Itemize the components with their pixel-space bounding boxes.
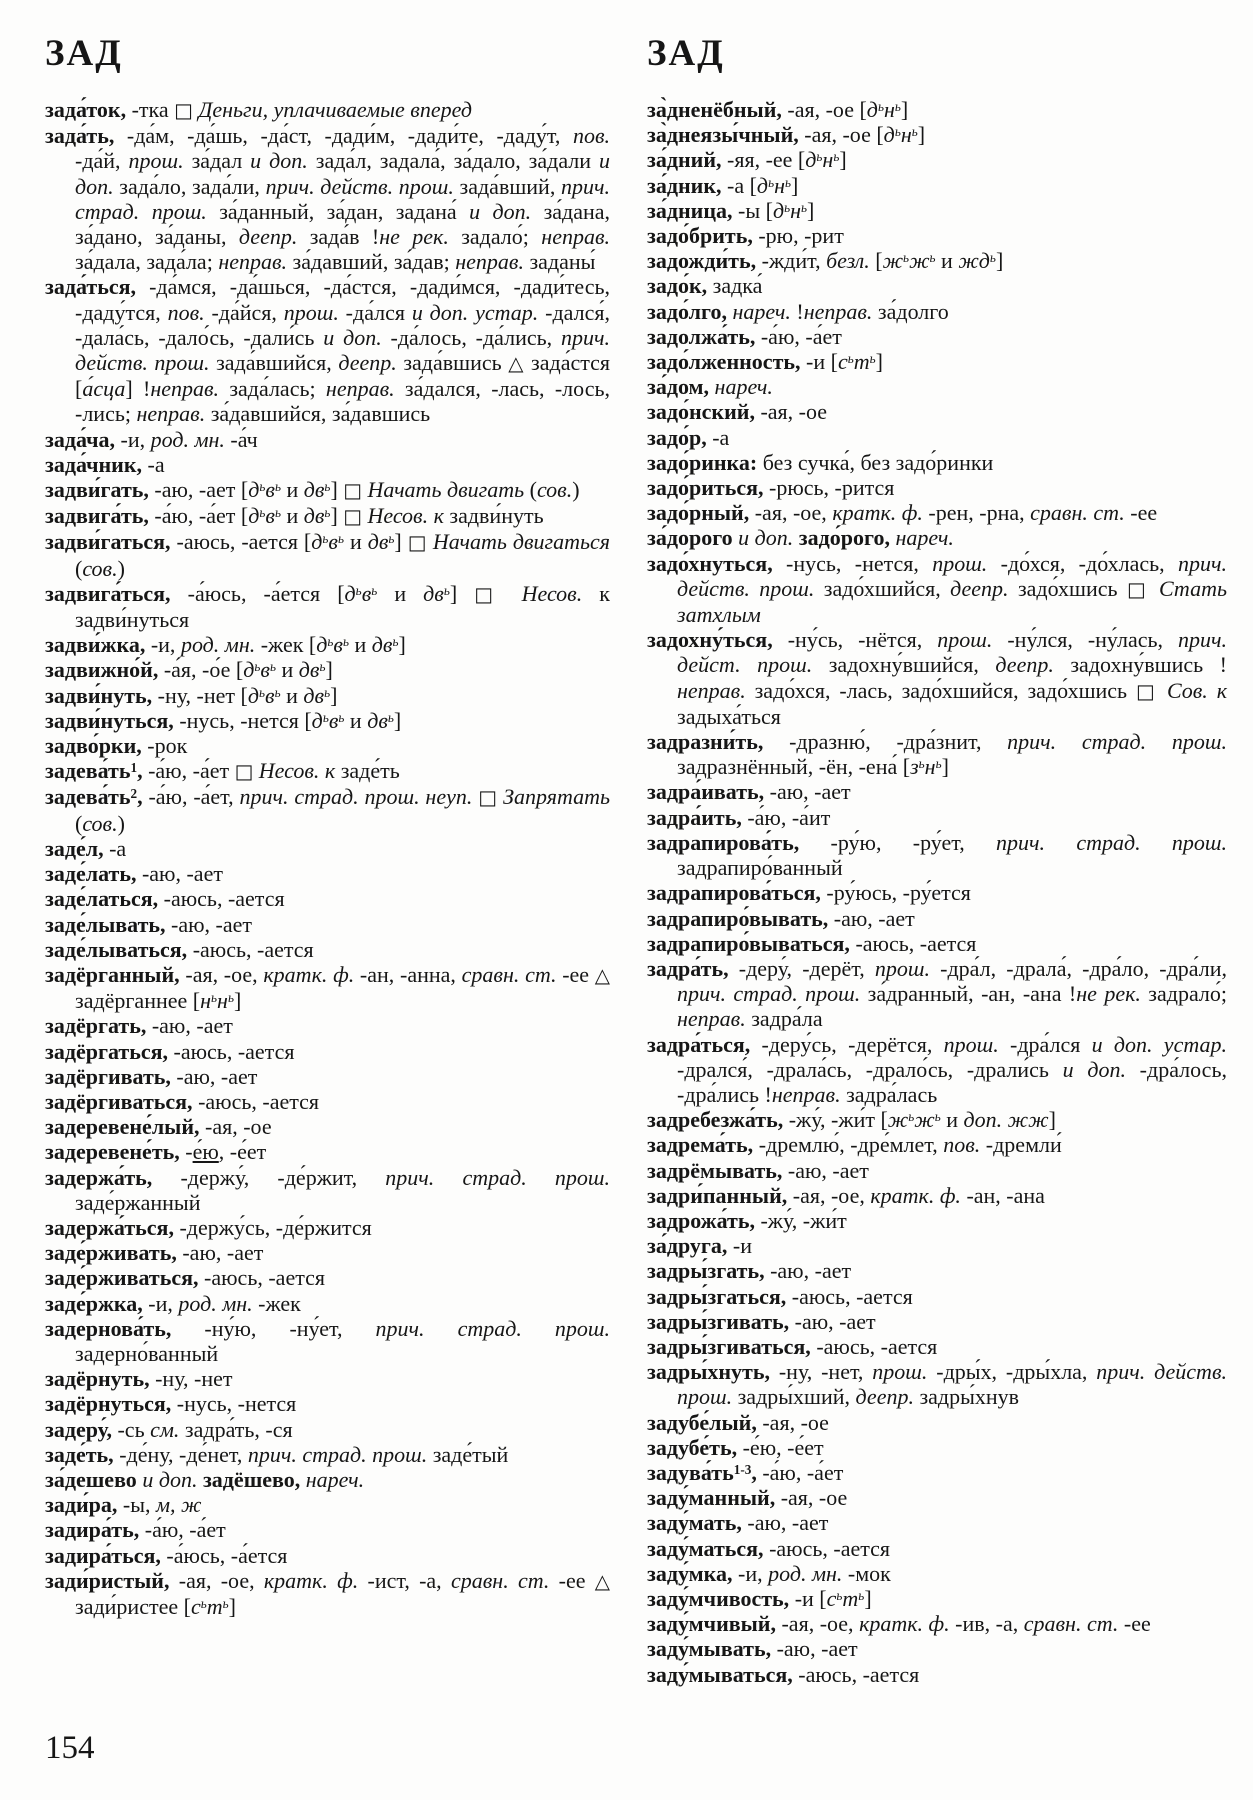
dictionary-entry: задрапирова́ть, -ру́ю, -ру́ет, прич. страд. прош. задрапиро́ванный — [647, 829, 1227, 881]
dictionary-entry: задо́хнуться, -нусь, -нется, прош. -до́хся, -до́хлась, прич. действ. прош. задо́хшийся, деепр. задо́хшись □ Стать затхлым — [647, 550, 1228, 628]
dictionary-entry: за́дница, -ы $[д^ьн^ь]$ — [647, 197, 815, 223]
dictionary-entry: задви́жка, -и, род. мн. -жек [$д^ьв^ь$ и $дв^ь$] — [45, 632, 406, 658]
dictionary-entry: $задува́ть^{1-3}$, -а́ю, -а́ет — [647, 1459, 844, 1485]
dictionary-entry: заде́ржка, -и, род. мн. -жек — [45, 1290, 301, 1316]
dictionary-entry: задвига́ть, -а́ю, -а́ет [$д^ьв^ь$ и $дв^ь$] □ Несов. к задви́нуть — [45, 503, 544, 529]
dictionary-entry: задви́гаться, -аюсь, -ается [$д^ьв^ь$ и $дв^ь$] □ Начать двигаться (сов.) — [45, 529, 611, 581]
dictionary-entry: задвига́ться, -а́юсь, -а́ется [$д^ьв^ь$ и $дв^ь$] □ Несов. к задви́нуться — [45, 580, 610, 633]
dictionary-entry: заду́маться, -аюсь, -ается — [647, 1535, 891, 1561]
dictionary-entry: за̀днеязы́чный, -ая, -ое $[д^ьн^ь]$ — [647, 122, 926, 148]
dictionary-entry: задёрнуться, -нусь, -нется — [45, 1391, 297, 1417]
dictionary-entry: задви́нуть, -ну, -нет [$д^ьв^ь$ и $дв^ь$] — [45, 682, 338, 708]
dictionary-entry: зада́ть, -да́м, -да́шь, -да́ст, -дади́м, -дади́те, -даду́т, пов. -да́й, прош. за́дал и доп. зада́л, задала́, за́дало, за́дали и доп. зада́ло, зада́ли, прич. действ. прош. зада́вший, прич. страд. прош. за́данный, за́дан, задана́ и доп. за́дана, за́дано, за́даны, деепр. зада́в !не рек. задало́; неправ. за́дала, зада́ла; неправ. за́давший, за́дав; неправ. заданы́ — [45, 123, 611, 275]
dictionary-entry: задо́нский, -ая, -ое — [647, 399, 828, 425]
right-column-header: ЗАД — [647, 33, 725, 74]
dictionary-entry: за̀дненёбный, -ая, -ое $[д^ьн^ь]$ — [647, 97, 909, 122]
dictionary-entry: заде́латься, -аюсь, -ается — [45, 886, 285, 912]
dictionary-entry: зада́ча, -и, род. мн. -а́ч — [45, 426, 258, 452]
dictionary-entry: задо́брить, -рю, -рит — [647, 223, 844, 249]
dictionary-entry: заде́рживать, -аю, -ает — [45, 1240, 264, 1266]
dictionary-entry: задво́рки, -рок — [45, 733, 188, 759]
dictionary-entry: за́дник, -а $[д^ьн^ь]$ — [647, 172, 799, 198]
dictionary-entry: задо́лженность, -и $[с^ьт^ь]$ — [647, 349, 883, 375]
dictionary-entry: задры́згиваться, -аюсь, -ается — [647, 1333, 938, 1359]
dictionary-entry: за́дешево и доп. задёшево, нареч. — [45, 1466, 365, 1492]
dictionary-entry: за́дорого и доп. задо́рого, нареч. — [647, 525, 954, 551]
dictionary-entry: заду́мать, -аю, -ает — [647, 1510, 829, 1536]
dictionary-entry: заде́лать, -аю, -ает — [45, 861, 223, 887]
dictionary-entry: заде́рживаться, -аюсь, -ается — [45, 1265, 325, 1291]
dictionary-entry: задо́к, задка́ — [647, 273, 763, 299]
dictionary-entry: задра́ть, -деру́, -дерёт, прош. -дра́л, -драла́, -дра́ло, -дра́ли, прич. страд. прош. за́дранный, -ан, -ана !не рек. задрало́; неправ. задра́ла — [647, 955, 1227, 1032]
dictionary-entry: задержа́ться, -держу́сь, -де́ржится — [45, 1214, 372, 1240]
dictionary-entry: задра́ться, -деру́сь, -дерётся, прош. -дра́лся и доп. устар. -дрался́, -драла́сь, -драло́сь, -драли́сь и доп. -дра́лось, -дра́лись !неправ. задра́лась — [647, 1031, 1227, 1107]
dictionary-entry: заду́мчивость, -и $[с^ьт^ь]$ — [647, 1585, 872, 1611]
dictionary-entry: зада́чник, -а — [45, 451, 165, 477]
dictionary-entry: задвижно́й, -а́я, -о́е [$д^ьв^ь$ и $дв^ь$] — [45, 657, 333, 683]
dictionary-entry: задви́гать, -аю, -ает [$д^ьв^ь$ и $дв^ь$] □ Начать двигать (сов.) — [45, 477, 580, 503]
dictionary-entry: задира́ться, -а́юсь, -а́ется — [45, 1542, 288, 1568]
dictionary-entry: задра́ить, -а́ю, -а́ит — [647, 804, 831, 830]
left-column — [45, 32, 610, 1619]
dictionary-entry: заде́лываться, -аюсь, -ается — [45, 936, 314, 962]
dictionary-entry: задви́нуться, -нусь, -нется [$д^ьв^ь$ и $дв^ь$] — [45, 707, 402, 733]
left-column-entries — [45, 97, 610, 1619]
dictionary-entry: задубе́лый, -ая, -ое — [647, 1409, 829, 1435]
dictionary-entry: заду́мка, -и, род. мн. -мок — [647, 1560, 891, 1586]
dictionary-entry: задёргиваться, -аюсь, -ается — [45, 1088, 320, 1114]
dictionary-entry: задёргаться, -аюсь, -ается — [45, 1038, 295, 1064]
dictionary-entry: задо́рный, -ая, -ое, кратк. ф. -рен, -рна, сравн. ст. -ее — [647, 500, 1158, 526]
right-column — [647, 32, 1227, 1687]
dictionary-entry: задрёмывать, -аю, -ает — [647, 1157, 869, 1183]
dictionary-entry: задрапиро́вывать, -аю, -ает — [647, 905, 915, 931]
dictionary-entry: задрапиро́вываться, -аюсь, -ается — [647, 930, 977, 956]
dictionary-entry: задребезжа́ть, -жу́, -жи́т [$ж^ьж^ь$ и доп. жж] — [647, 1107, 1056, 1133]
dictionary-entry: заде́ть, -де́ну, -де́нет, прич. страд. прош. заде́тый — [45, 1441, 509, 1467]
dictionary-entry: задры́згивать, -аю, -ает — [647, 1308, 876, 1334]
dictionary-entry: задёргивать, -аю, -ает — [45, 1063, 258, 1089]
dictionary-entry: за́друга, -и — [647, 1233, 753, 1259]
dictionary-entry: задеру́, -сь см. задра́ть, -ся — [45, 1416, 293, 1442]
dictionary-entry: задёргать, -аю, -ает — [45, 1013, 233, 1039]
dictionary-entry: задержа́ть, -держу́, -де́ржит, прич. страд. прош. заде́ржанный — [45, 1164, 611, 1215]
dictionary-entry: задира́ть, -а́ю, -а́ет — [45, 1517, 226, 1543]
dictionary-entry: задо́ринка: без сучка́, без задо́ринки — [647, 449, 994, 475]
dictionary-entry: задубе́ть, -е́ю, -е́ет — [647, 1434, 824, 1460]
dictionary-entry: задеревене́ть, -е́ю, -е́ет — [45, 1139, 267, 1165]
dictionary-entry: задры́хнуть, -ну, -нет, прош. -дры́х, -дры́хла, прич. действ. прош. задры́хший, деепр. задры́хнув — [647, 1359, 1227, 1410]
dictionary-entry: задра́ивать, -аю, -ает — [647, 779, 851, 805]
dictionary-entry: заду́мчивый, -ая, -ое, кратк. ф. -ив, -а, сравн. ст. -ее — [647, 1611, 1151, 1637]
dictionary-entry: заде́лывать, -аю, -ает — [45, 911, 253, 937]
dictionary-entry: заде́л, -а — [45, 835, 127, 861]
dictionary-entry: задры́згать, -аю, -ает — [647, 1258, 852, 1284]
dictionary-entry: задри́панный, -ая, -ое, кратк. ф. -ан, -ана — [647, 1182, 1045, 1208]
dictionary-entry: зада́ться, -да́мся, -да́шься, -да́стся, -дади́мся, -дади́тесь, -даду́тся, пов. -да́йся, прош. -да́лся и доп. устар. -дался́, -дала́сь, -дало́сь, -дали́сь и доп. -да́лось, -да́лись, прич. действ. прош. зада́вшийся, деепр. зада́вшись △ зада́стся [а́сца] !неправ. зада́лась; неправ. за́дался, -лась, -лось, -лись; неправ. за́давшийся, за́давшись — [45, 274, 611, 427]
dictionary-entry: заду́манный, -ая, -ое — [647, 1485, 848, 1511]
dictionary-entry: задрема́ть, -дремлю́, -дре́млет, пов. -дремли́ — [647, 1132, 1062, 1158]
dictionary-entry: зада́ток, -тка □ Деньги, уплачиваемые вперед — [45, 97, 472, 122]
dictionary-entry: зади́ристый, -ая, -ое, кратк. ф. -ист, -а, сравн. ст. -ее △ зади́ристее $[с^ьт^ь]$ — [45, 1567, 611, 1619]
right-column-entries — [647, 97, 1227, 1687]
dictionary-entry: задо́риться, -рюсь, -рится — [647, 475, 895, 501]
dictionary-entry: задолжа́ть, -а́ю, -а́ет — [647, 323, 842, 349]
dictionary-entry: $задева́ть^2$, -а́ю, -а́ет, прич. страд. прош. неуп. □ Запрятать (сов.) — [45, 784, 611, 836]
dictionary-entry: задры́згаться, -аюсь, -ается — [647, 1283, 913, 1309]
left-column-header: ЗАД — [45, 33, 123, 74]
page-number: 154 — [45, 1730, 95, 1766]
dictionary-entry: заду́мываться, -аюсь, -ается — [647, 1661, 920, 1687]
dictionary-entry: задрапирова́ться, -ру́юсь, -ру́ется — [647, 880, 971, 906]
dictionary-entry: задёрнуть, -ну, -нет — [45, 1366, 233, 1392]
dictionary-entry: за́дом, нареч. — [647, 374, 773, 400]
dictionary-entry: задернова́ть, -ну́ю, -ну́ет, прич. страд. прош. задерно́ванный — [45, 1315, 610, 1366]
dictionary-entry: задо́р, -а — [647, 424, 730, 450]
dictionary-entry: задохну́ться, -ну́сь, -нётся, прош. -ну́лся, -ну́лась, прич. дейст. прош. задохну́вшийся, деепр. задохну́вшись !неправ. задо́хся, -лась, задо́хшийся, задо́хшись □ Сов. к задыха́ться — [647, 627, 1227, 729]
dictionary-entry: за́дний, -яя, -ее $[д^ьн^ь]$ — [647, 147, 847, 173]
dictionary-entry: задеревене́лый, -ая, -ое — [45, 1114, 272, 1140]
dictionary-entry: $задева́ть^1$, -а́ю, -а́ет □ Несов. к заде́ть — [45, 758, 400, 784]
dictionary-entry: задразни́ть, -дразню́, -дра́знит, прич. страд. прош. задразнённый, -ён, -ена́ $[з^ьн^ь]$ — [647, 729, 1227, 780]
dictionary-entry: заду́мывать, -аю, -ает — [647, 1636, 858, 1662]
dictionary-entry: задожди́ть, -жди́т, безл. [$ж^ьж^ь$ и $жд^ь$] — [647, 248, 1004, 274]
dictionary-entry: задо́лго, нареч. !неправ. за́долго — [647, 298, 949, 324]
dictionary-entry: зади́ра, -ы, м, ж — [45, 1492, 202, 1518]
dictionary-entry: задёрганный, -ая, -ое, кратк. ф. -ан, -анна, сравн. ст. -ее △ задёрганнее $[н^ьн^ь]$ — [45, 961, 611, 1014]
dictionary-entry: задрожа́ть, -жу́, -жи́т — [647, 1207, 847, 1233]
